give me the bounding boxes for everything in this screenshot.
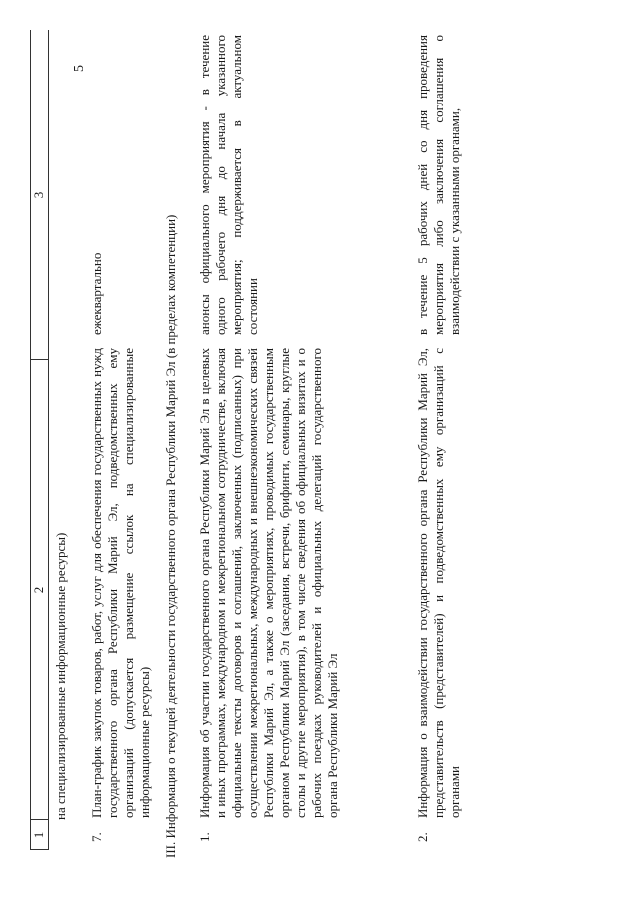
row-7-term: ежеквартально	[89, 252, 104, 335]
row-1-number: 1.	[197, 832, 212, 842]
row-7-number: 7.	[89, 832, 104, 842]
continuation-text: на специализированные информационные ресурсы)	[53, 532, 68, 820]
row-1-info: Информация об участии государственного органа Республики Марий Эл в целевых и иных программах, международном и межрегиональном сотрудничестве, включая официальные тексты договоров и соглашений, заключенных (подписанных) при осуществлении межрегиональных, международных и внешнеэкономических связей Республики Марий Эл, а также о мероприятиях, проводимых государственным органом Республики Марий Эл (заседания, встречи, брифинги, семинары, круглые столы и другие мероприятия), в том числе сведения об официальных визитах и о рабочих поездках руководителей и официальных делегаций государственного органа Республики Марий Эл	[197, 348, 340, 818]
row-2-info: Информация о взаимодействии государственного органа Республики Марий Эл, представительств (представителей) и подведомственных ему организаций с органами	[415, 348, 462, 818]
section-3-heading: III. Информация о текущей деятельности государственного органа Республики Марий Эл (в пределах компетенции)	[163, 214, 178, 858]
header-col-3: 3	[31, 191, 46, 199]
row-2-number: 2.	[415, 832, 430, 842]
row-1-term: анонсы официального мероприятия - в течение одного рабочего дня до начала указанного мероприятия; поддерживается в актуальном состоянии	[197, 35, 260, 335]
row-2-term: в течение 5 рабочих дней со дня проведения мероприятия либо заключения соглашения о взаимодействии с указанными органами,	[415, 35, 462, 335]
header-bottom-rule	[48, 30, 49, 850]
page-number: 5	[72, 65, 87, 72]
header-col-2: 2	[31, 586, 46, 594]
row-7-info: План-график закупок товаров, работ, услуг для обеспечения государственных нужд государственного органа Республики Марий Эл, подведомственных ему организаций (допускается размещение ссылок на специализированные информационные ресурсы)	[89, 348, 152, 818]
header-col-1: 1	[31, 831, 46, 839]
